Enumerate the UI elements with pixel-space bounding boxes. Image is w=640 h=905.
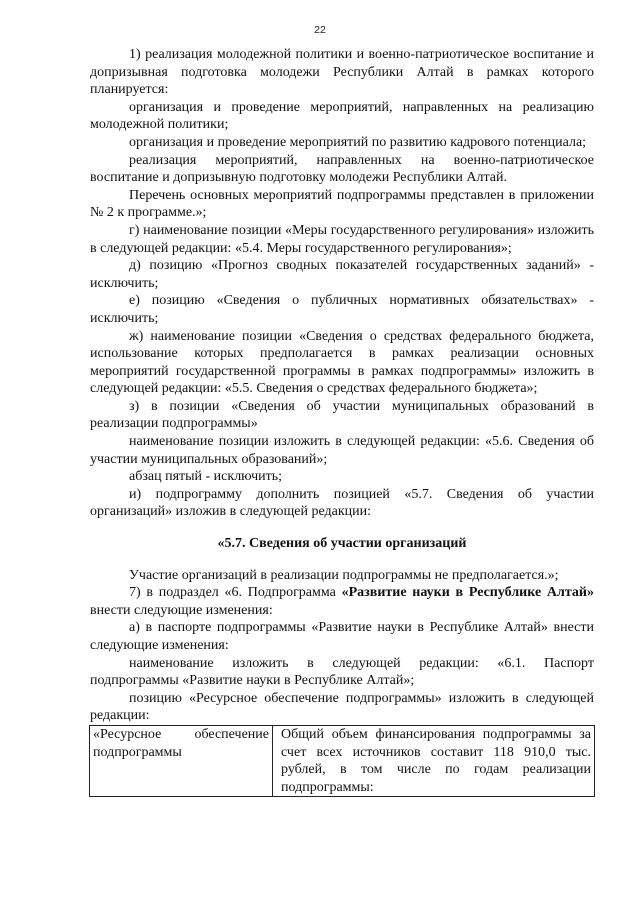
paragraph: д) позицию «Прогноз сводных показателей государственных заданий» - исключить; xyxy=(90,258,594,291)
resource-table xyxy=(89,725,595,797)
paragraph: наименование позиции изложить в следующей редакции: «5.6. Сведения об участии муниципальных образований»; xyxy=(90,434,594,467)
paragraph: абзац пятый - исключить; xyxy=(129,469,283,485)
paragraph: наименование изложить в следующей редакции: «6.1. Паспорт подпрограммы «Развитие науки в Республике Алтай»; xyxy=(90,655,594,689)
item-7-prefix: 7) в подраздел «6. Подпрограмма xyxy=(129,585,342,601)
table-row xyxy=(90,725,595,796)
paragraph: Перечень основных мероприятий подпрограммы представлен в приложении № 2 к программе.»; xyxy=(90,187,594,221)
paragraph: позицию «Ресурсное обеспечение подпрограммы» изложить в следующей редакции: xyxy=(90,690,594,724)
item-7-paragraph xyxy=(90,584,594,619)
paragraph: реализация мероприятий, направленных на военно-патриотическое воспитание и допризывную подготовку молодежи Республики Алтай. xyxy=(90,152,594,186)
paragraph: ж) наименование позиции «Сведения о средствах федерального бюджета, использование которых предполагается в рамках реализации основных мероприятий государственной программы в рамках подпрограммы» изложить в следующей редакции: «5.5. Сведения о средствах федерального бюджета»; xyxy=(90,328,594,397)
item-7-subprogram-title: «Развитие науки в Республике Алтай» xyxy=(341,585,594,601)
page-number: 22 xyxy=(314,24,326,36)
paragraph: организация и проведение мероприятий, направленных на реализацию молодежной политики; xyxy=(90,99,594,133)
section-heading: «5.7. Сведения об участии организаций xyxy=(217,536,467,552)
table-cell-label: «Ресурсное обеспечение подпрограммы xyxy=(90,725,273,796)
paragraph: г) наименование позиции «Меры государственного регулирования» изложить в следующей редакции: «5.4. Меры государственного регулирования»; xyxy=(90,222,594,256)
paragraph: Участие организаций в реализации подпрограммы не предполагается.»; xyxy=(129,567,559,583)
item-7-suffix: внести следующие изменения: xyxy=(90,602,273,618)
paragraph: з) в позиции «Сведения об участии муниципальных образований в реализации подпрограммы» xyxy=(90,398,594,432)
paragraph: и) подпрограмму дополнить позицией «5.7. Сведения об участии организаций» изложив в следующей редакции: xyxy=(90,486,594,520)
paragraph: организация и проведение мероприятий по развитию кадрового потенциала; xyxy=(129,134,587,150)
document-body xyxy=(90,46,594,797)
paragraph: а) в паспорте подпрограммы «Развитие науки в Республике Алтай» внести следующие изменения: xyxy=(90,620,594,653)
paragraph: е) позицию «Сведения о публичных нормативных обязательствах» - исключить; xyxy=(90,293,594,326)
table-cell-value: Общий объем финансирования подпрограммы за счет всех источников составит 118 910,0 тыс. рублей, в том числе по годам реализации подпрограммы: xyxy=(273,725,595,796)
paragraph: 1) реализация молодежной политики и военно-патриотическое воспитание и допризывная подготовка молодежи Республики Алтай в рамках которого планируется: xyxy=(90,47,594,98)
